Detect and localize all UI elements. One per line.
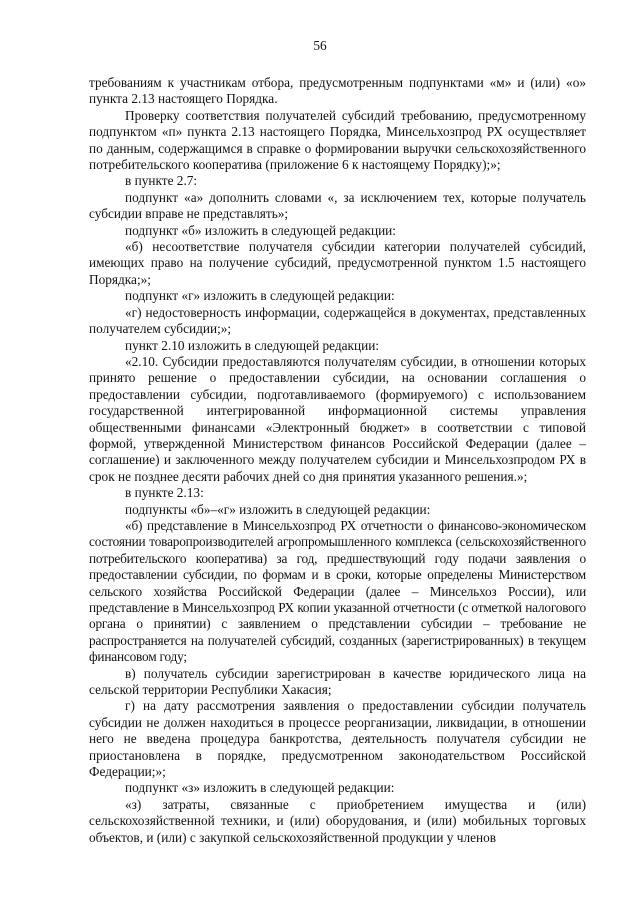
paragraph: подпункт «з» изложить в следующей редакции: (125, 780, 395, 796)
document-body (89, 75, 586, 846)
paragraph: подпункты «б»–«г» изложить в следующей редакции: (125, 501, 431, 517)
paragraph: «б) несоответствие получателя субсидии категории получателей субсидий, имеющих право на получение субсидий, предусмотренной пунктом 1.5 настоящего Порядка;»; (89, 239, 586, 287)
paragraph: подпункт «б» изложить в следующей редакции: (125, 222, 396, 238)
paragraph: «б) представление в Минсельхозпрод РХ отчетности о финансово-экономическом состоянии товаропроизводителей агропромышленного комплекса (сельскохозяйственного потребительского кооператива) за год, предшествующий году подачи заявления о предоставлении субсидии, по формам и в сроки, которые определены Министерством сельского хозяйства Российской Федерации (далее – Минсельхоз России), или представление в Минсельхозпрод РХ копии указанной отчетности (с отметкой налогового органа о принятии) с заявлением о представлении субсидии – требование не распространяется на получателей субсидий, созданных (зарегистрированных) в текущем финансовом году; (89, 517, 586, 665)
paragraph: в) получатель субсидии зарегистрирован в качестве юридического лица на сельской территории Республики Хакасия; (89, 665, 586, 698)
paragraph: подпункт «а» дополнить словами «, за исключением тех, которые получатель субсидии вправе не представлять»; (89, 189, 586, 222)
paragraph: «2.10. Субсидии предоставляются получателям субсидии, в отношении которых принято решение о предоставлении субсидии, на основании соглашения о предоставлении субсидии, подготавливаемого (формируемого) с использованием государственной интегрированной информационной системы управления общественными финансами «Электронный бюджет» в соответствии с типовой формой, утвержденной Министерством финансов Российской Федерации (далее – соглашение) и заключенного между получателем субсидии и Минсельхозпродом РХ в срок не позднее десяти рабочих дней со дня принятия указанного решения.»; (89, 353, 586, 484)
paragraph: в пункте 2.13: (125, 485, 204, 501)
paragraph: Проверку соответствия получателей субсидий требованию, предусмотренному подпунктом «п» пункта 2.13 настоящего Порядка, Минсельхозпрод РХ осуществляет по данным, содержащимся в справке о формировании выручки сельскохозяйственного потребительского кооператива (приложение 6 к настоящему Порядку);»; (89, 107, 586, 173)
paragraph: г) на дату рассмотрения заявления о предоставлении субсидии получатель субсидии не должен находиться в процессе реорганизации, ликвидации, в отношении него не введена процедура банкротства, деятельность получателя субсидии не приостановлена в порядке, предусмотренном законодательством Российской Федерации;»; (89, 698, 586, 780)
page-number: 56 (313, 38, 327, 53)
paragraph: подпункт «г» изложить в следующей редакции: (125, 288, 395, 304)
paragraph: требованиям к участникам отбора, предусмотренным подпунктами «м» и (или) «о» пункта 2.13 настоящего Порядка. (89, 75, 586, 107)
paragraph: «г) недостоверность информации, содержащейся в документах, представленных получателем субсидии;»; (89, 304, 586, 337)
paragraph: «з) затраты, связанные с приобретением имущества и (или) сельскохозяйственной техники, и (или) оборудования, и (или) мобильных торговых объектов, и (или) с закупкой сельскохозяйственной продукции у членов (89, 796, 586, 845)
paragraph: в пункте 2.7: (125, 173, 198, 189)
paragraph: пункт 2.10 изложить в следующей редакции: (125, 337, 380, 353)
